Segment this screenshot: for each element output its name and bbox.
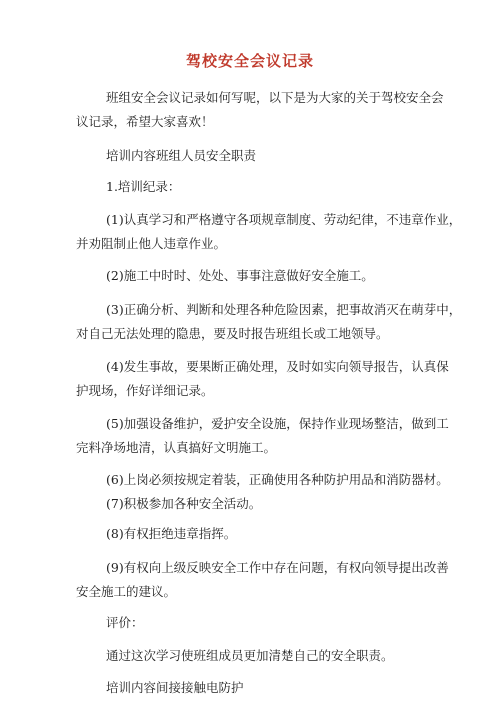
text-line: 对自己无法处理的隐患，要及时报告班组长或工地领导。	[76, 326, 389, 341]
document-title: 驾校安全会议记录	[185, 52, 314, 70]
text-line: 护现场，作好详细记录。	[76, 383, 214, 398]
text-line: (8)有权拒绝违章指挥。	[106, 526, 237, 541]
text-line: 培训内容班组人员安全职责	[106, 148, 257, 163]
text-line: (1)认真学习和严格遵守各项规章制度、劳动纪律，不违章作业，	[106, 212, 462, 227]
text-line: 培训内容间接接触电防护	[106, 680, 244, 695]
text-line: (5)加强设备维护，爱护安全设施，保持作业现场整洁，做到工	[106, 416, 449, 431]
text-line: 并劝阻制止他人违章作业。	[76, 236, 227, 251]
duty-item-3	[76, 298, 462, 346]
duty-item-9	[76, 556, 449, 604]
duty-item-4	[76, 355, 449, 403]
next-section-heading	[76, 676, 436, 700]
evaluation-label	[76, 611, 436, 635]
duty-item-1	[76, 208, 462, 256]
intro-paragraph	[76, 86, 444, 134]
duty-item-6-7	[76, 468, 449, 516]
evaluation-text	[76, 644, 436, 668]
text-line: 通过这次学习使班组成员更加清楚自己的安全职责。	[106, 648, 394, 663]
duty-item-8	[76, 522, 436, 546]
duty-item-5	[76, 412, 449, 460]
duty-item-2	[76, 264, 436, 288]
text-line: 班组安全会议记录如何写呢，以下是为大家的关于驾校安全会	[106, 90, 444, 105]
text-line: 评价：	[106, 615, 144, 630]
text-line: 完料净场地清，认真搞好文明施工。	[76, 440, 277, 455]
section-heading	[76, 144, 436, 168]
text-line: (6)上岗必须按规定着装，正确使用各种防护用品和消防器材。	[106, 472, 449, 487]
text-line: (3)正确分析、判断和处理各种危险因素，把事故消灭在萌芽中，	[106, 302, 462, 317]
text-line: (4)发生事故，要果断正确处理，及时如实向领导报告，认真保	[106, 359, 449, 374]
text-line: 安全施工的建议。	[76, 584, 177, 599]
text-line: (9)有权向上级反映安全工作中存在问题，有权向领导提出改善	[106, 560, 449, 575]
text-line: 议记录，希望大家喜欢！	[76, 114, 214, 129]
training-record-label	[76, 175, 436, 199]
text-line: (2)施工中时时、处处、事事注意做好安全施工。	[106, 268, 374, 283]
text-line: 1.培训纪录：	[106, 179, 181, 194]
text-line: (7)积极参加各种安全活动。	[106, 496, 262, 511]
